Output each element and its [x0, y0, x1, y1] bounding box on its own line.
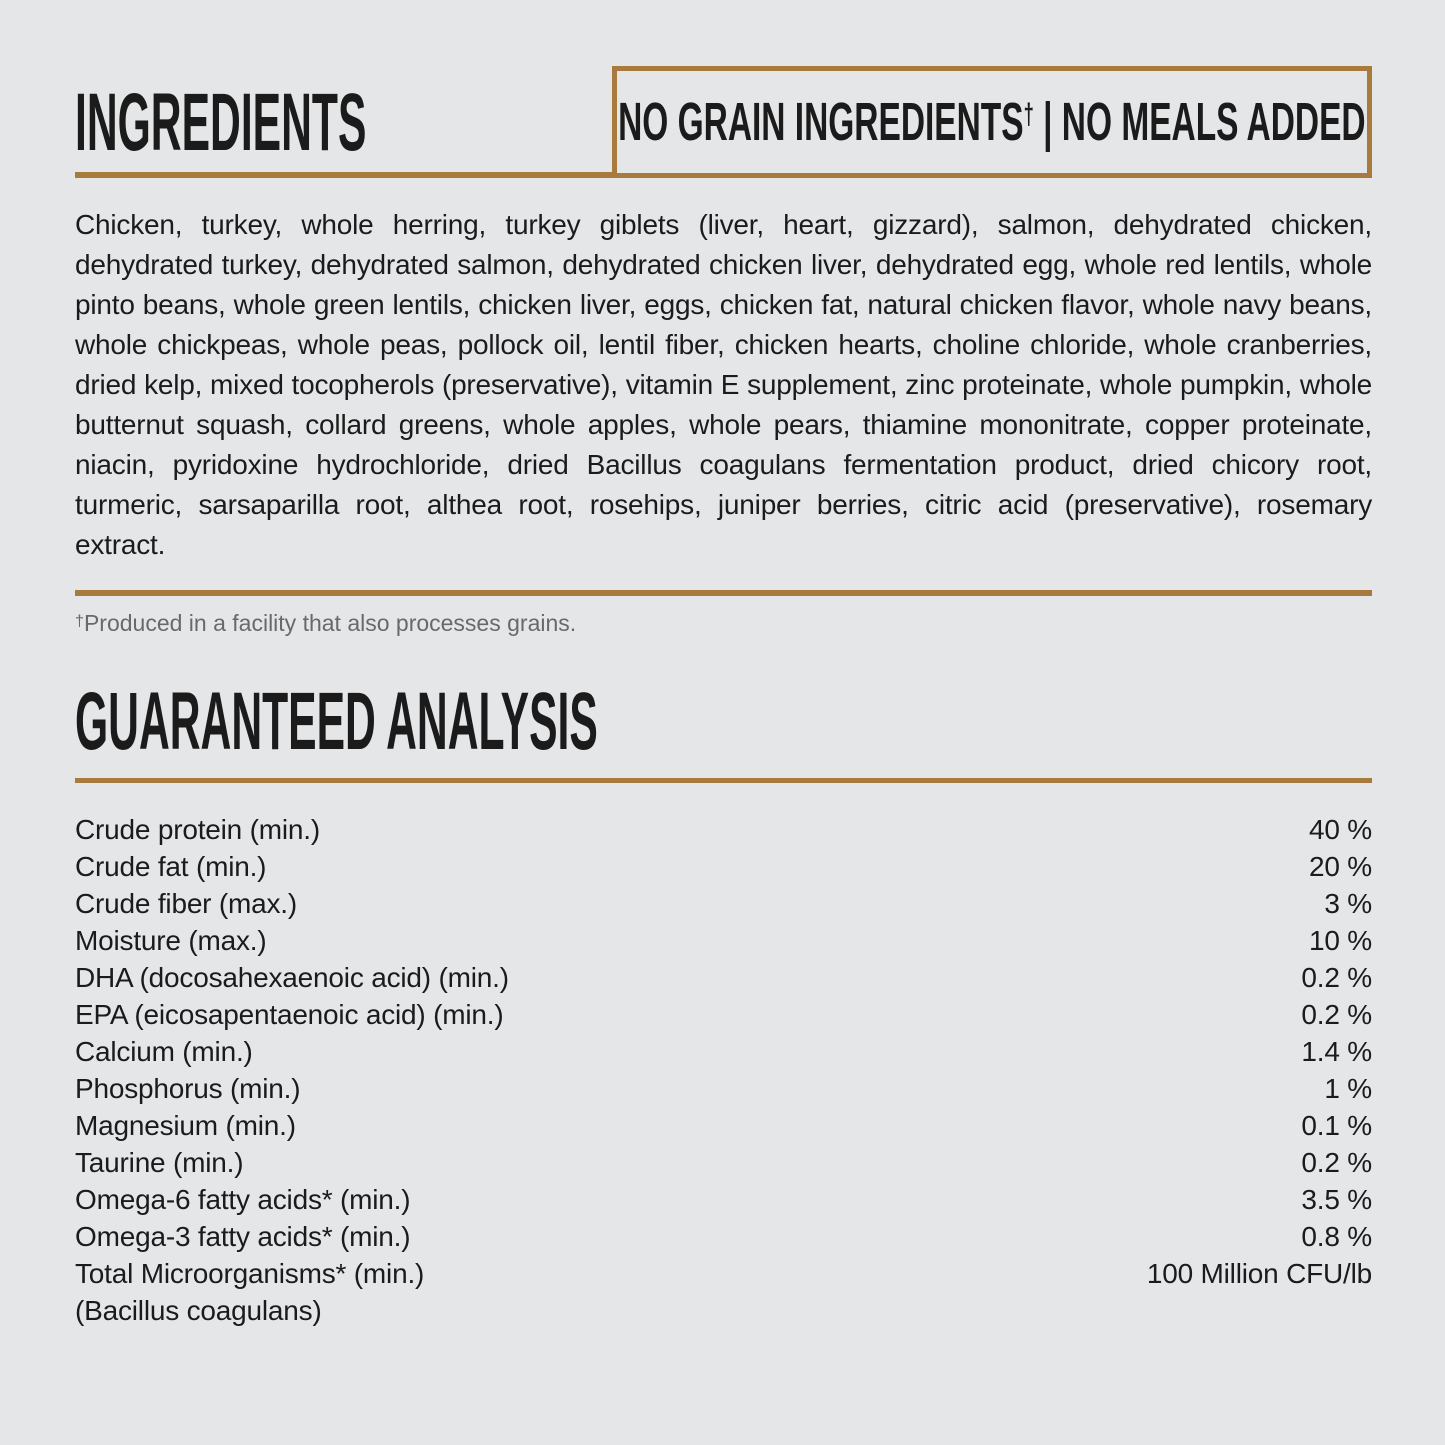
row-value: 40 % — [1308, 814, 1372, 845]
row-label: Crude fiber (max.) — [75, 888, 298, 919]
row-value: 0.2 % — [1301, 962, 1372, 993]
table-row — [75, 1070, 1372, 1107]
table-row — [75, 959, 1372, 996]
row-value: 1 % — [1324, 1073, 1372, 1104]
row-label: Omega-3 fatty acids* (min.) — [75, 1221, 411, 1252]
row-label: Total Microorganisms* (min.) — [75, 1258, 425, 1289]
claim-text — [618, 91, 1366, 153]
footnote-divider-rule — [75, 590, 1372, 596]
table-row — [75, 811, 1372, 848]
ingredients-body-text: Chicken, turkey, whole herring, turkey giblets (liver, heart, gizzard), salmon, dehydrated chicken, dehydrated turkey, dehydrated salmon, dehydrated chicken liver, dehydrated egg, whole red lentils, whole pinto beans, whole green lentils, chicken liver, eggs, chicken fat, natural chicken flavor, whole navy beans, whole chickpeas, whole peas, pollock oil, lentil fiber, chicken hearts, choline chloride, whole cranberries, dried kelp, mixed tocopherols (preservative), vitamin E supplement, zinc proteinate, whole pumpkin, whole butternut squash, collard greens, whole apples, whole pears, thiamine mononitrate, copper proteinate, niacin, pyridoxine hydrochloride, dried Bacillus coagulans fermentation product, dried chicory root, turmeric, sarsaparilla root, althea root, rosehips, juniper berries, citric acid (preservative), rosemary extract. — [75, 209, 1372, 560]
row-label: Phosphorus (min.) — [75, 1073, 301, 1104]
guaranteed-analysis-heading-text: GUARANTEED ANALYSIS — [75, 676, 598, 767]
row-label: Magnesium (min.) — [75, 1110, 296, 1141]
row-label: Crude fat (min.) — [75, 851, 267, 882]
claim-box — [612, 66, 1372, 178]
table-row — [75, 1144, 1372, 1181]
table-row — [75, 1255, 1372, 1292]
ingredients-heading-text: INGREDIENTS — [75, 77, 367, 168]
claim-part2: | NO MEALS ADDED — [1033, 92, 1366, 152]
row-label: Taurine (min.) — [75, 1147, 244, 1178]
row-label: (Bacillus coagulans) — [75, 1295, 322, 1326]
table-row — [75, 885, 1372, 922]
guaranteed-analysis-heading — [75, 676, 1372, 767]
table-row — [75, 1033, 1372, 1070]
row-value: 20 % — [1308, 851, 1372, 882]
row-label: Calcium (min.) — [75, 1036, 253, 1067]
table-row — [75, 1218, 1372, 1255]
row-value: 0.1 % — [1301, 1110, 1372, 1141]
footnote — [75, 608, 1372, 641]
row-label: Crude protein (min.) — [75, 814, 320, 845]
footnote-text: Produced in a facility that also processes grains. — [83, 610, 577, 636]
table-row — [75, 848, 1372, 885]
claim-part1: NO GRAIN INGREDIENTS — [618, 92, 1024, 152]
table-row — [75, 996, 1372, 1033]
table-row — [75, 1181, 1372, 1218]
ingredients-header — [0, 0, 1445, 178]
row-value: 0.2 % — [1301, 999, 1372, 1030]
guaranteed-analysis-table — [75, 811, 1372, 1329]
row-value: 0.8 % — [1301, 1221, 1372, 1252]
row-value: 100 Million CFU/lb — [1146, 1258, 1372, 1289]
row-label: Omega-6 fatty acids* (min.) — [75, 1184, 411, 1215]
row-label: DHA (docosahexaenoic acid) (min.) — [75, 962, 509, 993]
row-value: 3 % — [1324, 888, 1372, 919]
table-row — [75, 1292, 1372, 1329]
row-value: 1.4 % — [1301, 1036, 1372, 1067]
dagger-icon: † — [1023, 97, 1034, 131]
ingredients-heading — [75, 77, 635, 168]
row-value: 10 % — [1308, 925, 1372, 956]
row-label: Moisture (max.) — [75, 925, 267, 956]
analysis-divider-rule — [75, 778, 1372, 783]
row-value: 0.2 % — [1301, 1147, 1372, 1178]
table-row — [75, 922, 1372, 959]
row-label: EPA (eicosapentaenoic acid) (min.) — [75, 999, 504, 1030]
table-row — [75, 1107, 1372, 1144]
footnote-dagger-icon: † — [75, 612, 84, 631]
row-value: 3.5 % — [1301, 1184, 1372, 1215]
